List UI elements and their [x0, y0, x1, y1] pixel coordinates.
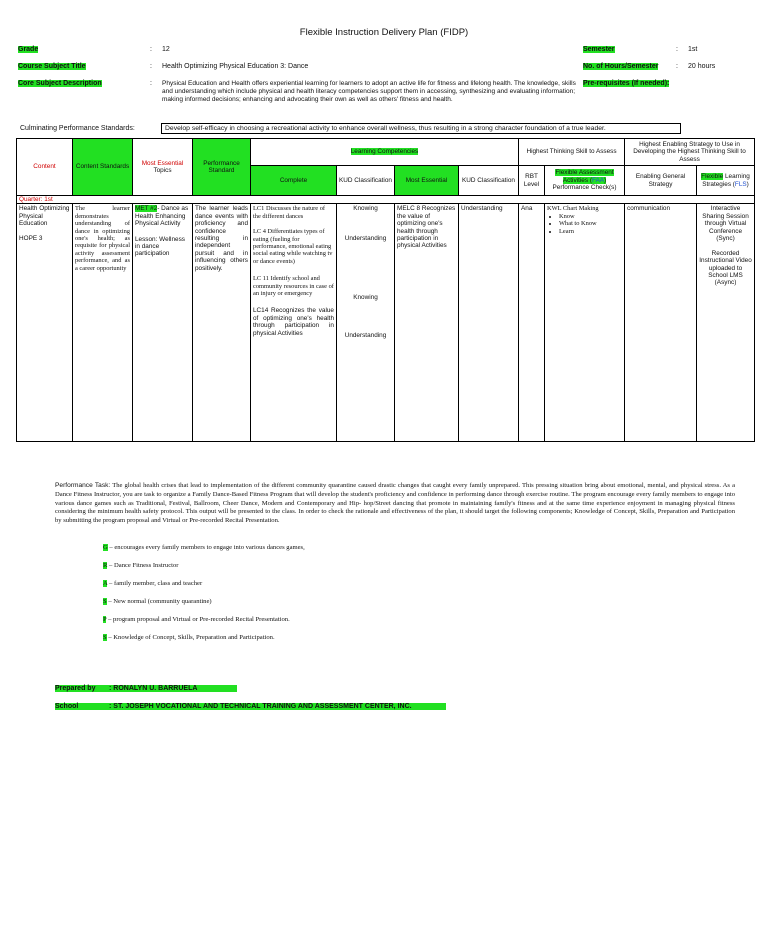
prepared-by-row	[55, 685, 237, 692]
header-learning-competencies: Learning Competencies	[251, 139, 519, 166]
header-most-essential-topics: Most Essential Topics	[133, 139, 193, 196]
colon: :	[150, 63, 152, 70]
school-value: : ST. JOSEPH VOCATIONAL AND TECHNICAL TRAINING AND ASSESSMENT CENTER, INC.	[109, 703, 412, 710]
colon: :	[676, 46, 678, 53]
hours-label: No. of Hours/Semester	[583, 63, 659, 70]
hours-value: 20 hours	[688, 63, 716, 70]
core-description: Physical Education and Health offers experiential learning for learners to adopt an active life for fitness and lifelong health. The knowledge, skills and understanding which include physical and health literacy competencies support them in accessing, synthesizing and evaluating information; making informed decisions; enhancing and advocating their own as well as others' fitness and health.	[162, 80, 576, 103]
grasps-standards: S – Knowledge of Concept, Skills, Preparation and Participation.	[103, 634, 275, 641]
kwl-item: • Know	[559, 213, 622, 220]
grasps-situation: S – New normal (community quarantine)	[103, 598, 212, 605]
grasps-product: P – program proposal and Virtual or Pre-recorded Recital Presentation.	[103, 616, 290, 623]
header-content-standards: Content Standards	[73, 139, 133, 196]
performance-task	[55, 482, 735, 526]
cell-performance-standard: The learner leads dance events with proficiency and confidence resulting in independent pursuit and in influencing others positively.	[193, 204, 251, 442]
cell-faa	[545, 204, 625, 442]
colon: :	[150, 80, 152, 87]
lesson-text: Lesson: Wellness in dance participation	[135, 235, 185, 258]
cell-most-essential-topics	[133, 204, 193, 442]
cell-egs: communication	[625, 204, 697, 442]
lc4: LC 4 Differentiates types of eating (fueling for performance, emotional eating social eating while watching tv or dance events)	[253, 228, 333, 265]
cps-label: Culminating Performance Standards:	[20, 125, 135, 132]
fidp-table	[16, 138, 755, 442]
course-label: Course Subject Title	[18, 63, 86, 70]
kud1-4: Understanding	[344, 331, 387, 339]
cell-fls: Interactive Sharing Session through Virtual Conference (Sync) Recorded Instructional Video uploaded to School LMS (Async)	[697, 204, 755, 442]
school-label: School	[55, 703, 79, 710]
kwl-item: • Learn	[559, 228, 622, 235]
cell-content-standards: The learner demonstrates understanding of dance in optimizing one's health; as requisite for physical activity assessment performance, and as a career opportunity	[73, 204, 133, 442]
cell-kud-2: Understanding	[459, 204, 519, 442]
grasps-role: R – Dance Fitness Instructor	[103, 562, 179, 569]
header-highest-thinking: Highest Thinking Skill to Assess	[519, 139, 625, 166]
grade-label: Grade	[18, 46, 39, 53]
header-kud-2: KUD Classification	[459, 166, 519, 196]
semester-label: Semester	[583, 46, 615, 53]
prepared-label: Prepared by	[55, 685, 96, 692]
core-label: Core Subject Description	[18, 80, 102, 87]
header-performance-standard: Performance Standard	[193, 139, 251, 196]
header-kud-1: KUD Classification	[337, 166, 395, 196]
semester-value: 1st	[688, 46, 698, 53]
colon: :	[676, 63, 678, 70]
kwl-title: KWL Chart Making	[547, 205, 599, 213]
kwl-list	[547, 213, 622, 235]
document-title: Flexible Instruction Delivery Plan (FIDP)	[299, 27, 469, 38]
quarter-row: Quarter: 1st	[17, 196, 755, 204]
lc11: LC 11 Identify school and community resources in case of an injury or emergency	[253, 275, 334, 298]
school-row	[55, 703, 446, 710]
course-value: Health Optimizing Physical Education 3: Dance	[162, 63, 309, 70]
kud1-2: Understanding	[344, 234, 387, 242]
task-label: Performance Task:	[55, 482, 111, 489]
lc14: LC14 Recognizes the value of optimizing one's health through participation in physical Activities	[253, 307, 334, 337]
cell-complete	[251, 204, 337, 442]
met-text: - Dance as Health Enhancing Physical Activity	[135, 205, 189, 228]
cell-kud-1	[337, 204, 395, 442]
header-complete: Complete	[251, 166, 337, 196]
cell-most-essential: MELC 8 Recognizes the value of optimizing one's health through participation in physical Activities	[395, 204, 459, 442]
kwl-item: • What to Know	[559, 220, 622, 227]
grade-value: 12	[162, 46, 170, 53]
header-content: Content	[17, 139, 73, 196]
cps-value: Develop self-efficacy in choosing a recreational activity to enhance overall wellness, thus resulting in a strong character foundation of a true leader.	[161, 123, 681, 134]
colon: :	[150, 46, 152, 53]
header-faa: Flexible Assessment Activities (FAA) Performance Check(s)	[545, 166, 625, 196]
prepared-value: : RONALYN U. BARRUELA	[109, 685, 198, 692]
header-rbt: RBT Level	[519, 166, 545, 196]
grasps-audience: A – family member, class and teacher	[103, 580, 203, 587]
header-most-essential: Most Essential	[395, 166, 459, 196]
kud1-1: Knowing	[353, 205, 378, 213]
header-fls: Flexible Learning Strategies (FLS)	[697, 166, 755, 196]
lc1: LC1 Discusses the nature of the different dances	[253, 205, 326, 220]
cell-content: Health Optimizing Physical Education HOPE 3	[17, 204, 73, 442]
header-egs: Enabling General Strategy	[625, 166, 697, 196]
kud1-3: Knowing	[353, 294, 378, 302]
cell-rbt: Ana	[519, 204, 545, 442]
header-highest-enabling: Highest Enabling Strategy to Use in Developing the Highest Thinking Skill to Assess	[625, 139, 755, 166]
met-tag: MET #2	[135, 205, 158, 213]
prereq-label: Pre-requisites (If needed):	[583, 80, 670, 87]
grasps-goal: G – encourages every family members to engage into various dances games,	[103, 544, 305, 551]
task-text: The global health crises that lead to implementation of the different community quarantine caused drastic changes that caught every family unprepared. This pressing situation bring about emotional, mental, and physical stress. As a Dance Fitness Instructor, you are task to organize a Family Dance-Based Fitness Program that will develop the student's proficiency and confidence in performing dance through exercise routine. The program encourage every family members to engage into various dance games such as Traditional, Festival, Ballroom, Cheer Dance, Modern and Contemporary and Hip- hop/Street dancing that promote in maintaining family's fitness and at the same time experience enjoyment in managing physical fitness considering the minimum health safety protocol. This output will be presented to the class. In order to check the rationale and effectiveness of the plan, it should target the following components; Knowledge of Concept, Skills, Preparation and Participation by submitting the program proposal and Virtual or Pre-recorded Recital Presentation.	[55, 482, 735, 525]
